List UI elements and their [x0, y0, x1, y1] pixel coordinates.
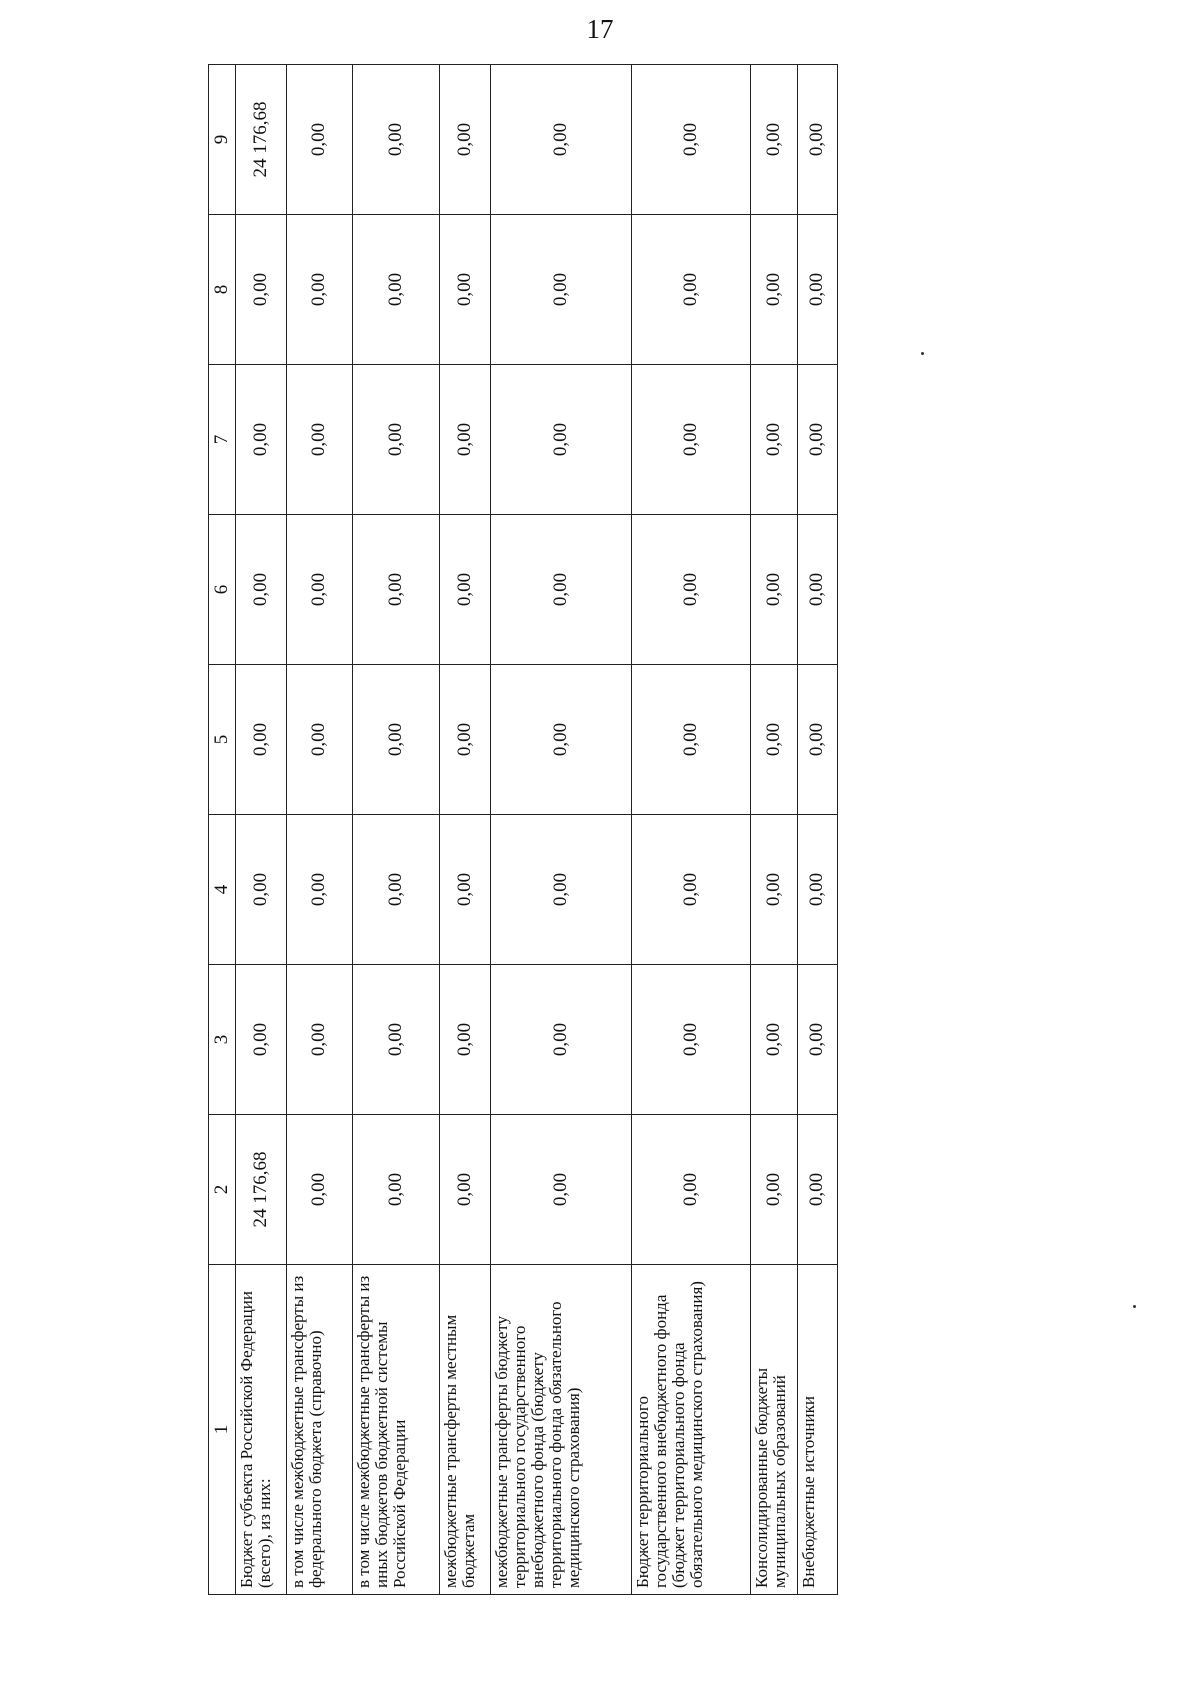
row-value: 0,00 — [286, 65, 353, 215]
row-value: 0,00 — [797, 1115, 837, 1265]
table-row — [751, 65, 797, 1595]
row-value: 0,00 — [631, 515, 750, 665]
table-row — [490, 65, 631, 1595]
row-value: 0,00 — [751, 215, 797, 365]
row-value: 0,00 — [236, 665, 287, 815]
row-value: 0,00 — [440, 365, 491, 515]
row-value: 0,00 — [631, 365, 750, 515]
row-value: 0,00 — [353, 665, 440, 815]
row-value: 0,00 — [236, 215, 287, 365]
column-header: 2 — [209, 1115, 236, 1265]
row-value: 0,00 — [631, 665, 750, 815]
row-value: 0,00 — [353, 815, 440, 965]
row-value: 0,00 — [236, 815, 287, 965]
column-header: 7 — [209, 365, 236, 515]
row-value: 0,00 — [353, 965, 440, 1115]
row-value: 0,00 — [286, 815, 353, 965]
row-value: 0,00 — [353, 515, 440, 665]
table-row — [236, 65, 287, 1595]
row-value: 0,00 — [751, 665, 797, 815]
row-value: 0,00 — [797, 815, 837, 965]
row-value: 0,00 — [490, 1115, 631, 1265]
row-value: 0,00 — [797, 65, 837, 215]
row-value: 24 176,68 — [236, 1115, 287, 1265]
row-value: 0,00 — [440, 815, 491, 965]
row-value: 0,00 — [236, 365, 287, 515]
row-label: Консолидированные бюджеты муниципальных образований — [751, 1265, 797, 1595]
row-label: Бюджет территориального государственного внебюджетного фонда (бюджет территориального фонда обязательного медицинского страхования) — [631, 1265, 750, 1595]
header-row — [209, 65, 236, 1595]
row-value: 0,00 — [631, 965, 750, 1115]
row-value: 0,00 — [286, 1115, 353, 1265]
budget-table — [208, 64, 838, 1595]
row-label: Внебюджетные источники — [797, 1265, 837, 1595]
row-value: 0,00 — [490, 815, 631, 965]
scan-speck — [921, 352, 924, 355]
row-value: 0,00 — [751, 365, 797, 515]
table-row — [631, 65, 750, 1595]
page-number: 17 — [586, 14, 614, 44]
row-label: межбюджетные трансферты бюджету территориального государственного внебюджетного фонда (бюджету территориального фонда обязательного медицинского страхования) — [490, 1265, 631, 1595]
row-value: 0,00 — [797, 665, 837, 815]
row-value: 0,00 — [631, 215, 750, 365]
row-value: 0,00 — [490, 965, 631, 1115]
row-value: 0,00 — [490, 215, 631, 365]
row-value: 0,00 — [631, 815, 750, 965]
row-value: 0,00 — [440, 515, 491, 665]
row-value: 0,00 — [631, 1115, 750, 1265]
row-value: 0,00 — [440, 215, 491, 365]
column-header: 9 — [209, 65, 236, 215]
row-value: 0,00 — [490, 665, 631, 815]
table-row — [797, 65, 837, 1595]
row-value: 0,00 — [751, 1115, 797, 1265]
row-value: 0,00 — [286, 965, 353, 1115]
row-value: 0,00 — [490, 515, 631, 665]
row-value: 0,00 — [353, 215, 440, 365]
row-label: в том числе межбюджетные трансферты из иных бюджетов бюджетной системы Российской Федерации — [353, 1265, 440, 1595]
row-value: 0,00 — [797, 365, 837, 515]
column-header: 5 — [209, 665, 236, 815]
row-value: 0,00 — [353, 365, 440, 515]
column-header: 3 — [209, 965, 236, 1115]
column-header: 6 — [209, 515, 236, 665]
scan-speck — [1133, 1305, 1136, 1308]
table-row — [440, 65, 491, 1595]
table-row — [286, 65, 353, 1595]
column-header: 4 — [209, 815, 236, 965]
row-value: 0,00 — [490, 65, 631, 215]
row-value: 0,00 — [797, 515, 837, 665]
budget-table-rotated — [208, 65, 838, 1595]
row-value: 0,00 — [286, 215, 353, 365]
row-value: 0,00 — [797, 965, 837, 1115]
column-header: 1 — [209, 1265, 236, 1595]
row-label: межбюджетные трансферты местным бюджетам — [440, 1265, 491, 1595]
row-value: 0,00 — [286, 365, 353, 515]
table-row — [353, 65, 440, 1595]
row-value: 0,00 — [440, 1115, 491, 1265]
row-label: Бюджет субъекта Российской Федерации (всего), из них: — [236, 1265, 287, 1595]
column-header: 8 — [209, 215, 236, 365]
row-value: 0,00 — [286, 515, 353, 665]
row-value: 24 176,68 — [236, 65, 287, 215]
row-label: в том числе межбюджетные трансферты из федерального бюджета (справочно) — [286, 1265, 353, 1595]
row-value: 0,00 — [751, 815, 797, 965]
row-value: 0,00 — [751, 965, 797, 1115]
row-value: 0,00 — [797, 215, 837, 365]
row-value: 0,00 — [236, 515, 287, 665]
row-value: 0,00 — [490, 365, 631, 515]
row-value: 0,00 — [751, 65, 797, 215]
row-value: 0,00 — [440, 965, 491, 1115]
row-value: 0,00 — [353, 65, 440, 215]
row-value: 0,00 — [286, 665, 353, 815]
row-value: 0,00 — [236, 965, 287, 1115]
row-value: 0,00 — [353, 1115, 440, 1265]
row-value: 0,00 — [440, 665, 491, 815]
row-value: 0,00 — [631, 65, 750, 215]
row-value: 0,00 — [440, 65, 491, 215]
row-value: 0,00 — [751, 515, 797, 665]
